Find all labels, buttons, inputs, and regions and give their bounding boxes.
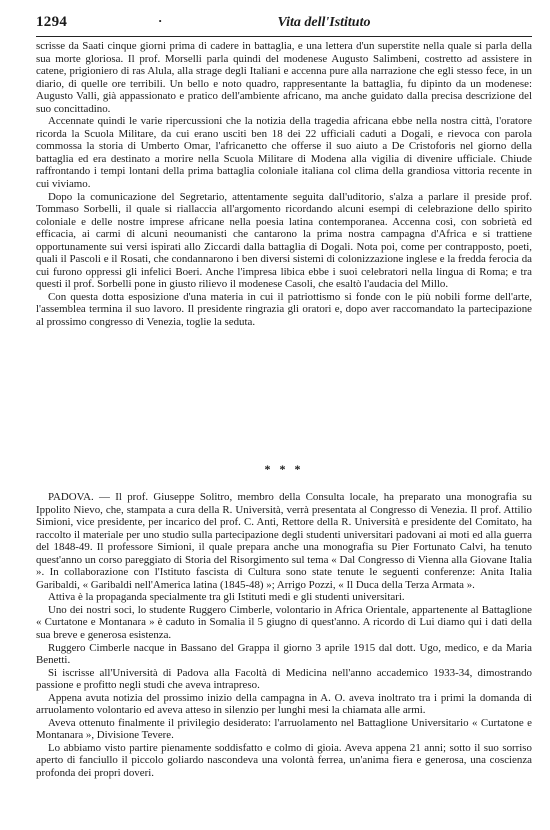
paragraph: scrisse da Saati cinque giorni prima di cadere in battaglia, e una lettera d'un superstite nella quale si parla della sua morte gloriosa. Il prof. Morselli parla quindi del modenese Augusto Salimbeni, costretto ad assistere in catene, prigioniero di ras Alula, alla strage degli Italiani e accenna pure alla narrazione che egli stesso fece, in un diario, di quelle ore terribili. Un bello e noto quadro, rappresentante la battaglia, fu dipinto da un modenese: Augusto Valli, già appassionato e pratico dell'ambiente africano, ma anche guidato dalla precisa descrizione del suo concittadino. — [36, 40, 532, 115]
running-title: Vita dell'Istituto — [277, 15, 371, 30]
paragraph: Si iscrisse all'Università di Padova alla Facoltà di Medicina nell'anno accademico 1933-34, dimostrando passione e profitto negli studi che aveva intrapreso. — [36, 666, 532, 692]
paragraph: Dopo la comunicazione del Segretario, attentamente seguita dall'uditorio, s'alza a parlare il preside prof. Tommaso Sorbelli, il quale si riallaccia all'argomento ricordando alcuni esempi di celebrazione dello spirito coloniale e delle nostre imprese africane nella poesia latina contemporanea. Accenna così, con sobrietà ed efficacia, ai carmi di alcuni neoumanisti che cantarono la prima nostra campagna d'Africa e si trattiene opportunamente sui versi ispirati allo Ziccardi dalla battaglia di Dogali. Nota poi, come per contrapposto, poeti, quali il Pascoli e il Rosati, che condannarono i ben diversi sistemi di colonizzazione inglese e la fredda ferocia da cui furono oppressi gli infelici Boeri. Anche l'impresa libica ebbe i suoi celebratori nella lingua di Roma; e tra questi il prof. Sorbelli pone in giusto rilievo il modenese Casoli, che esaltò l'audacia del Millo. — [36, 190, 532, 291]
padova-report-section — [36, 491, 532, 780]
paragraph: Lo abbiamo visto partire pienamente soddisfatto e colmo di gioia. Aveva appena 21 anni; sotto il suo sorriso aperto di fanciullo il piccolo goliardo nascondeva una volontà ferrea, un'anima fiera e generosa, una coscienza profonda dei propri doveri. — [36, 741, 532, 780]
paragraph: Con questa dotta esposizione d'una materia in cui il patriottismo si fonde con le più nobili forme dell'arte, l'assemblea termina il suo lavoro. Il presidente ringrazia gli oratori e, dopo aver raccomandato la partecipazione al prossimo congresso di Venezia, toglie la seduta. — [36, 290, 532, 329]
section-separator: * * * — [264, 462, 304, 476]
paragraph-text: — Il prof. Giuseppe Solitro, membro della Consulta locale, ha preparato una monografia su Ippolito Nievo, che, stampata a cura della R. Università, verrà presentata al Congresso di Venezia. Il prof. Attilio Simioni, vice presidente, per incarico del prof. C. Anti, Rettore della R. Università e presidente del Comitato, ha raccolto il materiale per uno studio sulla partecipazione degli studenti universitari padovani ai moti ed alla guerra del 1848-49. Il professore Simioni, il quale prepara anche una monografia su Pier Fortunato Calvi, ha tenuto quest'anno un corso pareggiato di Storia del Risorgimento sul tema « Dal Congresso di Vienna alla Giovane Italia ». In collaborazione con l'Istituto fascista di Cultura sono state tenute le seguenti conferenze: Anita Italia Garibaldi, « Garibaldi nell'America latina (1845-48) »; Arrigo Pozzi, « Il Duca della Terza Armata ». — [36, 491, 532, 591]
paragraph: Uno dei nostri soci, lo studente Ruggero Cimberle, volontario in Africa Orientale, appartenente al Battaglione « Curtatone e Montanara » è caduto in Somalia il 5 giugno di quest'anno. A ricordo di Lui diamo qui i dati della sua breve e generosa esistenza. — [36, 603, 532, 642]
page-number: 1294 — [36, 14, 68, 30]
paragraph: Ruggero Cimberle nacque in Bassano del Grappa il giorno 3 aprile 1915 dal dott. Ugo, medico, e da Maria Benetti. — [36, 641, 532, 667]
modena-report-section — [36, 40, 532, 329]
header-dot: · — [158, 13, 163, 28]
paragraph: Aveva ottenuto finalmente il privilegio desiderato: l'arruolamento nel Battaglione Universitario « Curtatone e Montanara », Divisione Tevere. — [36, 716, 532, 742]
paragraph: Attiva è la propaganda specialmente tra gli Istituti medi e gli studenti universitari. — [48, 591, 405, 604]
header-rule — [36, 36, 532, 37]
paragraph — [36, 491, 532, 591]
city-heading: PADOVA. — [48, 491, 94, 503]
page-header — [36, 14, 532, 36]
paragraph: Appena avuta notizia del prossimo inizio della campagna in A. O. aveva inoltrato tra i primi la domanda di arruolamento volontario ed aveva atteso in silenzio per lunghi mesi la chiamata alle armi. — [36, 691, 532, 717]
paragraph: Accennate quindi le varie ripercussioni che la notizia della tragedia africana ebbe nella nostra città, l'oratore ricorda la Scuola Militare, da cui erano usciti ben 18 dei 22 ufficiali caduti a Dogali, e rievoca con parola commossa la storia di Umberto Omar, l'africanetto che offerse il suo aiuto a De Cristoforis nel giorno della battaglia ed era destinato a morire nella Scuola Militare di Modena alla vigilia di divenire ufficiale. Chiude raffrontando i tempi lontani della prima battaglia coloniale italiana col clima della grandiosa vittoria recente in cui viviamo. — [36, 115, 532, 191]
